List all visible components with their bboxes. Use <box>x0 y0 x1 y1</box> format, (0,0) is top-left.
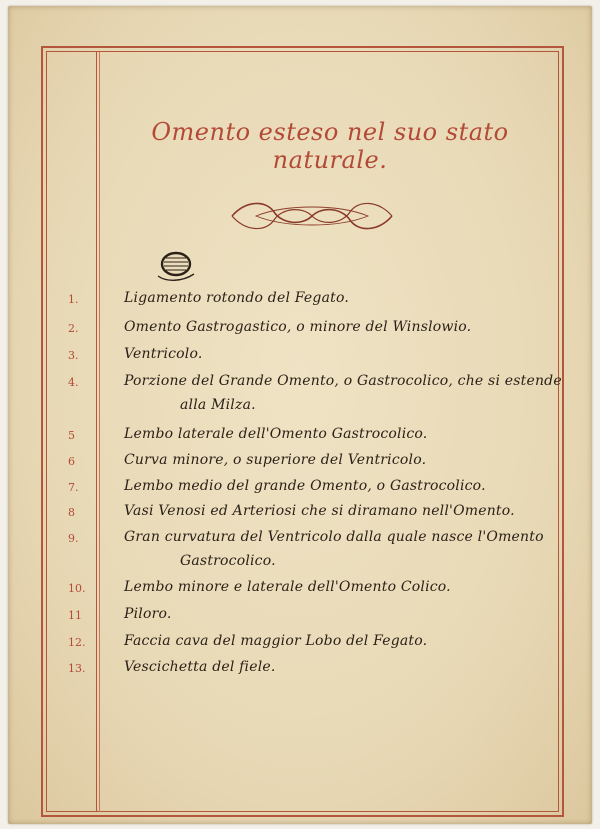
item-number: 13. <box>68 662 86 675</box>
item-text: Vescichetta del fiele. <box>124 659 276 675</box>
item-text-continuation: Gastrocolico. <box>180 553 276 569</box>
parchment-sheet <box>8 6 592 824</box>
page-title: Omento esteso nel suo stato naturale. <box>151 118 509 174</box>
item-number: 2. <box>68 322 79 335</box>
item-text: Piloro. <box>124 606 172 622</box>
item-text: Lembo medio del grande Omento, o Gastrocolico. <box>124 478 486 494</box>
item-text: Ventricolo. <box>124 346 203 362</box>
item-number: 8 <box>68 506 75 519</box>
decorated-initial-icon <box>152 246 202 286</box>
item-text: Lembo minore e laterale dell'Omento Colico. <box>124 579 451 595</box>
item-number: 10. <box>68 582 86 595</box>
item-number: 9. <box>68 532 79 545</box>
item-text: Curva minore, o superiore del Ventricolo. <box>124 452 427 468</box>
item-number: 7. <box>68 481 79 494</box>
item-number: 3. <box>68 349 79 362</box>
item-number: 1. <box>68 293 79 306</box>
calligraphic-flourish-icon <box>226 198 398 234</box>
margin-rule <box>96 52 97 812</box>
item-text: Lembo laterale dell'Omento Gastrocolico. <box>124 426 428 442</box>
item-number: 4. <box>68 376 79 389</box>
item-text: Vasi Venosi ed Arteriosi che si diramano nell'Omento. <box>124 503 515 519</box>
item-number: 5 <box>68 429 75 442</box>
item-text: Gran curvatura del Ventricolo dalla quale nasce l'Omento <box>124 529 544 545</box>
item-text: Omento Gastrogastico, o minore del Winslowio. <box>124 319 472 335</box>
item-text: Ligamento rotondo del Fegato. <box>124 290 349 306</box>
item-number: 6 <box>68 455 75 468</box>
item-text-continuation: alla Milza. <box>180 397 256 413</box>
item-text: Porzione del Grande Omento, o Gastrocolico, che si estende <box>124 373 562 389</box>
item-number: 11 <box>68 609 82 622</box>
item-number: 12. <box>68 636 86 649</box>
item-text: Faccia cava del maggior Lobo del Fegato. <box>124 633 428 649</box>
